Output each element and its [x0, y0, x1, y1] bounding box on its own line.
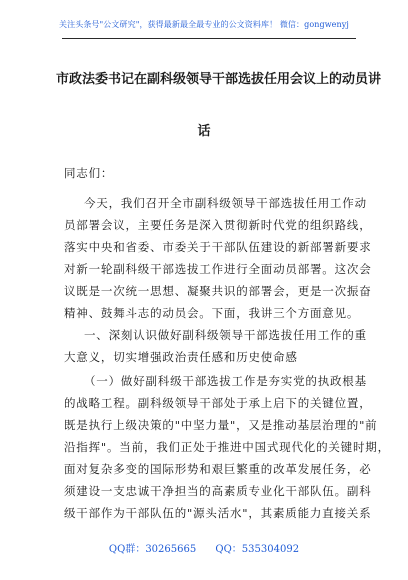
body-line-salutation: 同志们： — [64, 166, 114, 180]
body-line: 落实中央和省委、市委关于干部队伍建设的新部署新要求 — [64, 240, 372, 254]
body-line: 的战略工程。副科级领导干部处于承上启下的关键位置， — [64, 396, 372, 410]
footer-qq-group: QQ群：30265665 — [108, 544, 197, 555]
section-heading-line: 一、深刻认识做好副科级领导干部选拔任用工作的重 — [84, 328, 367, 342]
body-line: 议既是一次统一思想、凝聚共识的部署会，更是一次振奋 — [64, 284, 372, 298]
section-heading-line: 大意义，切实增强政治责任感和历史使命感 — [64, 350, 298, 364]
body-line: 对新一轮副科级干部选拔工作进行全面动员部署。这次会 — [64, 262, 372, 276]
body-line: 精神、鼓舞斗志的动员会。下面，我讲三个方面意见。 — [64, 306, 360, 320]
document-title-line-2: 话 — [197, 124, 211, 139]
footer-qq: QQ：535304092 — [215, 544, 300, 555]
body-line: 沿指挥"。当前，我们正处于推进中国式现代化的关键时期， — [64, 440, 390, 454]
body-line: 面对复杂多变的国际形势和艰巨繁重的改革发展任务，必 — [64, 462, 372, 476]
page-header: 关注头条号"公文研究"，获得最新最全最专业的公文资料库！ 微信：gongwenyj — [59, 20, 349, 29]
body-line: 今天，我们召开全市副科级领导干部选拔任用工作动 — [84, 196, 367, 210]
body-line: 级干部作为干部队伍的"源头活水"，其素质能力直接关系 — [64, 506, 372, 520]
body-line: 员部署会议，主要任务是深入贯彻新时代党的组织路线， — [64, 218, 372, 232]
page-footer — [0, 540, 408, 555]
body-line: 既是执行上级决策的"中坚力量"，又是推动基层治理的"前 — [64, 418, 378, 432]
body-line: （一）做好副科级干部选拔工作是夯实党的执政根基 — [84, 374, 367, 388]
header-divider — [62, 38, 356, 39]
document-title-line-1: 市政法委书记在副科级领导干部选拔任用会议上的动员讲 — [56, 72, 382, 87]
body-line: 须建设一支忠诚干净担当的高素质专业化干部队伍。副科 — [64, 484, 372, 498]
